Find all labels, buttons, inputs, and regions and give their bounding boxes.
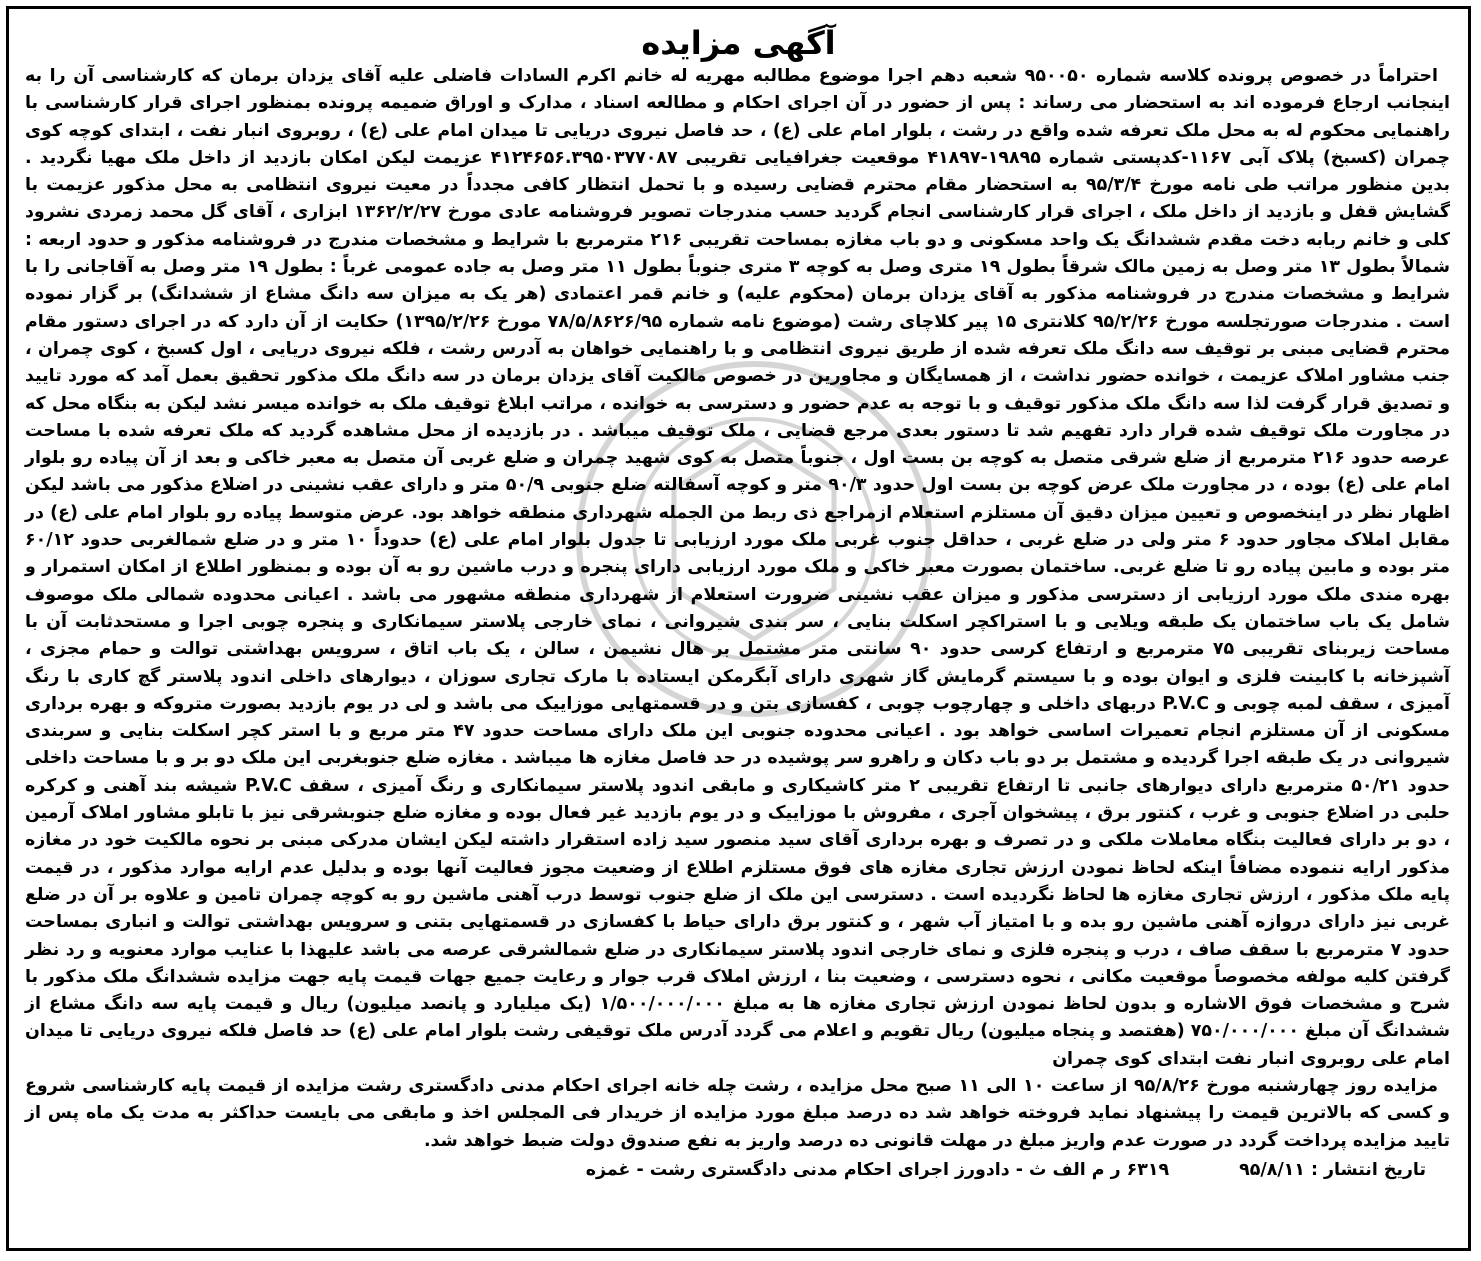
notice-title: آگهی مزایده (641, 24, 836, 62)
reference-line: ۶۳۱۹ ر م الف ث - دادورز اجرای احکام مدنی دادگستری رشت - غمزه (585, 1159, 1170, 1180)
publish-date: تاریخ انتشار : ۹۵/۸/۱۱ (1239, 1159, 1426, 1180)
notice-footer (25, 1157, 1426, 1184)
auction-notice (6, 6, 1471, 1251)
notice-paragraph-main: احتراماً در خصوص پرونده کلاسه شماره ۹۵۰۰۵۰ شعبه دهم اجرا موضوع مطالبه مهریه له خانم اکرم السادات فاضلی علیه آقای یزدان برمان که کارشناسی آن را به اینجانب ارجاع فرموده اند به استحضار می رساند : پس از حضور در آن اجرای احکام و مطالعه اسناد ، مدارک و اوراق ضمیمه پرونده بمنظور اجرای قرار کارشناسی با راهنمایی محکوم له به محل ملک تعرفه شده واقع در رشت ، بلوار امام علی (ع) ، حد فاصل نیروی دریایی تا میدان امام علی (ع) ، روبروی انبار نفت ، ابتدای کوچه کوی چمران (کسبخ) پلاک آبی ۱۱۶۷-کدپستی شماره ۱۹۸۹۵-۴۱۸۹۷ موقعیت جغرافیایی تقریبی ۴۱۲۴۶۵۶.۳۹۵۰۳۷۷۰۸۷ عزیمت لیکن امکان بازدید از داخل ملک مهیا نگردید . بدین منظور مراتب طی نامه مورخ ۹۵/۳/۴ به استحضار مقام محترم قضایی رسیده و با تحمل انتظار کافی مجدداً در معیت نیروی انتظامی به محل مذکور عزیمت با گشایش قفل و بازدید از داخل ملک ، اجرای قرار کارشناسی انجام گردید حسب مندرجات تصویر فروشنامه عادی مورخ ۱۳۶۲/۲/۲۷ ابزاری ، آقای گل محمد زمردی نشرود کلی و خانم ربابه دخت مقدم ششدانگ یک واحد مسکونی و دو باب مغازه بمساحت تقریبی ۲۱۶ مترمربع با شرایط و مشخصات مندرج در فروشنامه مذکور و حدود اربعه : شمالاً بطول ۱۳ متر وصل به زمین مالک شرقاً بطول ۱۹ متری وصل به کوچه ۳ متری جنوباً بطول ۱۱ متر وصل به جاده عمومی غرباً : بطول ۱۹ متر وصل به آقاجانی را با شرایط و مشخصات مندرج در فروشنامه مذکور به آقای یزدان برمان (محکوم علیه) و خانم قمر اعتمادی (هر یک به میزان سه دانگ مشاع از ششدانگ) بر گزار نموده است . مندرجات صورتجلسه مورخ ۹۵/۲/۲۶ کلانتری ۱۵ پیر کلاچای رشت (موضوع نامه شماره ۷۸/۵/۸۶۲۶/۹۵ مورخ ۱۳۹۵/۲/۲۶) حکایت از آن دارد که در اجرای دستور مقام محترم قضایی مبنی بر توقیف سه دانگ ملک تعرفه شده از طریق نیروی انتظامی و با راهنمایی خواهان به آدرس رشت ، فلکه نیروی دریایی ، اول کسبخ ، کوی چمران ، جنب مشاور املاک عزیمت ، خوانده حضور نداشت ، از همسایگان و مجاورین در خصوص مالکیت آقای یزدان برمان در سه دانگ ملک مذکور تحقیق بعمل آمد که مورد تایید و تصدیق قرار گرفت لذا سه دانگ ملک مذکور توقیف و با توجه به عدم حضور و دسترسی به خوانده ، مراتب ابلاغ توقیف ملک به خوانده میسر نشد لیکن به بنگاه محل که در مجاورت ملک توقیف شده قرار دارد تفهیم شد تا دستور بعدی مرجع قضایی ، ملک توقیف میباشد . در بازدیده از محل مشاهده گردید که ملک تعرفه شده با مساحت عرصه حدود ۲۱۶ مترمربع از ضلع شرقی متصل به کوچه بن بست اول ، جنوباً متصل به کوی شهید چمران و ضلع غربی آن متصل به معبر خاکی و بعد از آن پیاده رو بلوار امام علی (ع) بوده ، در مجاورت ملک عرض کوچه بن بست اول حدود ۹۰/۳ متر و کوچه آسفالته ضلع جنوبی ۵۰/۹ متر و دارای عقب نشینی در اضلاع مذکور می باشد لیکن اظهار نظر در اینخصوص و تعیین میزان دقیق آن مستلزم استعلام ازمراجع ذی ربط من الجمله شهرداری منطقه خواهد بود. عرض متوسط پیاده رو بلوار امام علی (ع) در مقابل املاک مجاور حدود ۶ متر ولی در ضلع غربی ، حداقل جنوب غربی ملک مورد ارزیابی تا جدول بلوار امام علی (ع) حدوداً ۱۰ متر و در ضلع شمالغربی حدود ۶۰/۱۲ متر بوده و مابین پیاده رو تا ضلع غربی. ساختمان بصورت معبر خاکی و ملک مورد ارزیابی دارای پنجره و درب ماشین رو به آن بوده و بمنظور اطلاع از امکان استمرار و بهره مندی ملک مورد ارزیابی از دسترسی مذکور و میزان عقب نشینی ضرورت استعلام از شهرداری منطقه مشهور می باشد . اعیانی محدوده شمالی ملک موصوف شامل یک باب ساختمان یک طبقه ویلایی و با استراکچر اسکلت بنایی ، سر بندی شیروانی ، نمای خارجی پلاستر سیمانکاری و پنجره چوبی اجرا و مستحدثابت آن با مساحت زیربنای تقریبی ۷۵ مترمربع و ارتفاع کرسی حدود ۹۰ سانتی متر مشتمل بر هال نشیمن ، سالن ، یک باب اتاق ، سرویس بهداشتی توالت و حمام مجزی ، آشپزخانه با کابینت فلزی و ایوان بوده و با سیستم گرمایش گاز شهری دارای آبگرمکن ایستاده با مارک تجاری سوزان ، دیوارهای داخلی اندود پلاستر گچ کاری با رنگ آمیزی ، سقف لمبه چوبی و P.V.C دربهای داخلی و چهارچوب چوبی ، کفسازی بتن و در قسمتهایی موزاییک می باشد و لی در یوم بازدید بصورت متروکه و بهره برداری مسکونی از آن مستلزم انجام تعمیرات اساسی خواهد بود . اعیانی محدوده جنوبی این ملک دارای مساحت حدود ۴۷ متر مربع و با استر کچر اسکلت بنایی و سربندی شیروانی در یک طبقه اجرا گردیده و مشتمل بر دو باب دکان و راهرو سر پوشیده در حد فاصل مغازه ها میباشد . مغازه ضلع جنوبغربی این ملک دو بر و با مساحت داخلی حدود ۵۰/۲۱ مترمربع دارای دیوارهای جانبی تا ارتفاع تقریبی ۲ متر کاشیکاری و مابقی اندود پلاستر سیمانکاری و رنگ آمیزی ، سقف P.V.C شیشه بند آهنی و کرکره حلبی در اضلاع جنوبی و غرب ، کنتور برق ، پیشخوان آجری ، مفروش با موزاییک و در یوم بازدید غیر فعال بوده و مغازه ضلع جنوبشرقی نیز با تابلو مشاور املاک آرمین ، دو بر دارای فعالیت بنگاه معاملات ملکی و در تصرف و بهره برداری آقای سید منصور سید زاده استقرار داشته لیکن ایشان مدرکی مبنی بر نحوه مالکیت خود در مغازه مذکور ارایه ننموده مضافاً اینکه لحاظ نمودن ارزش تجاری مغازه های فوق مستلزم اطلاع از وضعیت مجوز فعالیت آنها بوده و بدلیل عدم ارایه موارد مذکور ، در قیمت پایه ملک مذکور ، ارزش تجاری مغازه ها لحاظ نگردیده است . دسترسی این ملک از ضلع جنوب توسط درب آهنی ماشین رو به کوچه چمران تامین و علاوه بر آن در ضلع غربی نیز دارای دروازه آهنی ماشین رو بده و با امتیاز آب شهر ، و کنتور برق دارای حیاط با کفسازی در قسمتهایی بتنی و سرویس بهداشتی توالت و انباری بمساحت حدود ۷ مترمربع با سقف صاف ، درب و پنجره فلزی و نمای خارجی اندود پلاستر سیمانکاری در ضلع شمالشرقی عرصه می باشد علیهذا با عنایب موارد معنویه و رد نظر گرفتن کلیه مولفه مخصوصاً موقعیت مکانی ، نحوه دسترسی ، وضعیت بنا ، ارزش املاک قرب جوار و رعایت جمیع جهات قیمت پایه جهت مزایده ششدانگ ملک مذکور با شرح و مشخصات فوق الاشاره و بدون لحاظ نمودن ارزش تجاری مغازه ها به مبلغ ۱/۵۰۰/۰۰۰/۰۰۰ (یک میلیارد و پانصد میلیون) ریال و قیمت پایه سه دانگ مشاع از ششدانگ آن مبلغ ۷۵۰/۰۰۰/۰۰۰ (هفتصد و پنجاه میلیون) ریال تقویم و اعلام می گردد آدرس ملک توقیفی رشت بلوار امام علی (ع) حد فاصل فلکه نیروی دریایی تا میدان امام علی روبروی انبار نفت ابتدای کوی چمران (25, 66, 1451, 1069)
notice-body (25, 63, 1450, 1155)
notice-paragraph-auction: مزایده روز چهارشنبه مورخ ۹۵/۸/۲۶ از ساعت ۱۰ الی ۱۱ صبح محل مزایده ، رشت چله خانه اجرای احکام مدنی دادگستری رشت مزایده از قیمت پایه کارشناسی شروع و کسی که بالاترین قیمت را پیشنهاد نماید فروخته خواهد شد ده درصد مبلغ مورد مزایده از خریدار فی المجلس اخذ و مابقی می بایست حداکثر به مدت یک ماه پس از تایید مزایده پرداخت گردد در صورت عدم واریز مبلغ در مهلت قانونی ده درصد واریز به نفع صندوق دولت ضبط خواهد شد. (25, 1075, 1450, 1151)
